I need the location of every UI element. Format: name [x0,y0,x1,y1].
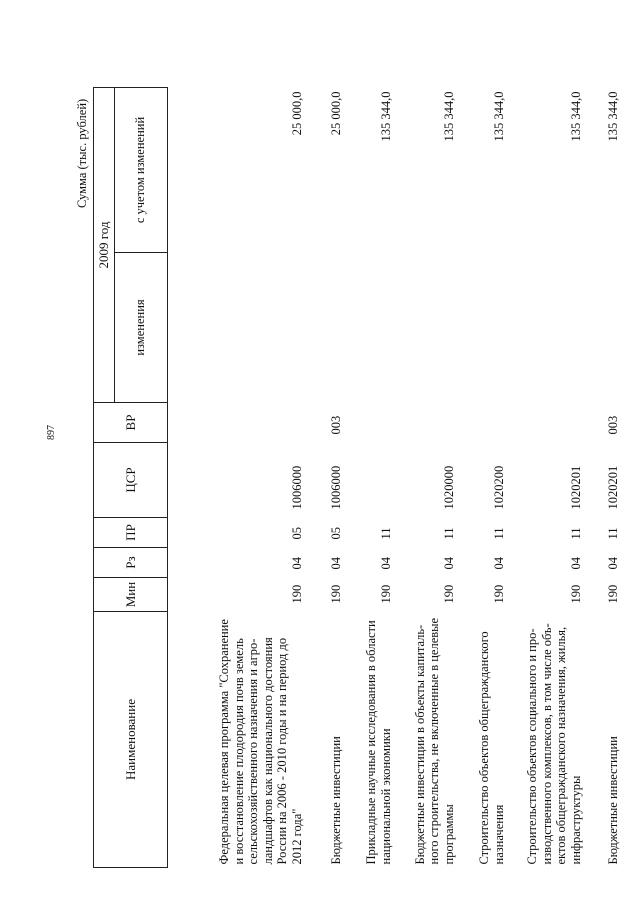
row-changes [394,253,457,403]
row-total: 25 000,0 [289,91,304,136]
table-row [305,88,344,868]
row-rz: 04 [491,557,506,570]
row-changes [457,253,507,403]
row-pr: 11 [441,527,456,540]
header-pr: ПР [94,518,168,548]
unit-label: Сумма (тыс. рублей) [75,98,89,208]
row-rz: 04 [605,557,620,570]
row-csr: 1020201 [605,465,620,510]
row-min: 190 [568,584,583,604]
row-pr: 11 [491,527,506,540]
row-vr [168,403,306,443]
row-name: Бюджетные инвестиции [605,736,620,865]
row-vr: 003 [605,415,620,435]
table-row [344,88,394,868]
row-min: 190 [289,584,304,604]
row-rz: 04 [378,557,393,570]
row-pr: 11 [378,527,393,540]
row-csr: 1006000 [289,465,304,510]
rotated-table-container [75,88,620,868]
row-min: 190 [605,584,620,604]
row-changes [168,253,306,403]
row-name: Бюджетные инвестиции [328,736,343,865]
header-min: Мин [94,578,168,612]
row-changes [305,253,344,403]
row-changes [584,253,621,403]
row-pr: 05 [328,527,343,540]
row-vr [344,403,394,443]
header-rz: Рз [94,548,168,578]
header-csr: ЦСР [94,443,168,518]
header-with-changes: с учетом изменений [115,88,168,253]
row-name: Строительство объектов социального и про-изводственного комплексов, в том числе объ-ектов общегражданского назначения, жилья, инфраструктуры [525,623,583,865]
row-rz: 04 [568,557,583,570]
row-csr: 1020200 [491,465,506,510]
header-year: 2009 год [94,88,115,403]
row-total: 135 344,0 [568,91,583,142]
row-name: Федеральная целевая программа "Сохранение и восстановление плодородия почв земель сельскохозяйственного назначения и агро-ландшафтов как национального достояния России на 2006 - 2010 годы и на период до 2012 года" [217,619,304,865]
row-vr: 003 [328,415,343,435]
row-pr: 05 [289,527,304,540]
row-vr [457,403,507,443]
table-row [584,88,621,868]
table-row [507,88,584,868]
row-csr: 1020201 [568,465,583,510]
header-changes: изменения [115,253,168,403]
header-name: Наименование [94,612,168,868]
row-pr: 11 [568,527,583,540]
row-min: 190 [328,584,343,604]
table-row [394,88,457,868]
row-total: 135 344,0 [605,91,620,142]
table-row [168,88,306,868]
row-changes [344,253,394,403]
row-total: 135 344,0 [441,91,456,142]
table-row [457,88,507,868]
row-name: Строительство объектов общегражданского назначения [477,631,506,865]
budget-table [93,87,621,868]
row-rz: 04 [328,557,343,570]
row-total: 135 344,0 [491,91,506,142]
row-csr: 1020000 [441,465,456,510]
header-vr: ВР [94,403,168,443]
row-rz: 04 [441,557,456,570]
row-min: 190 [378,584,393,604]
row-csr: 1006000 [328,465,343,510]
row-vr [394,403,457,443]
row-changes [507,253,584,403]
row-pr: 11 [605,527,620,540]
row-name: Прикладные научные исследования в области национальной экономики [364,620,393,865]
row-total: 135 344,0 [378,91,393,142]
row-min: 190 [491,584,506,604]
row-total: 25 000,0 [328,91,343,136]
page-number: 897 [46,425,57,440]
row-name: Бюджетные инвестиции в объекты капиталь-ного строительства, не включенные в целевые программы [412,617,456,865]
row-min: 190 [441,584,456,604]
row-rz: 04 [289,557,304,570]
row-csr [344,443,394,518]
row-vr [507,403,584,443]
